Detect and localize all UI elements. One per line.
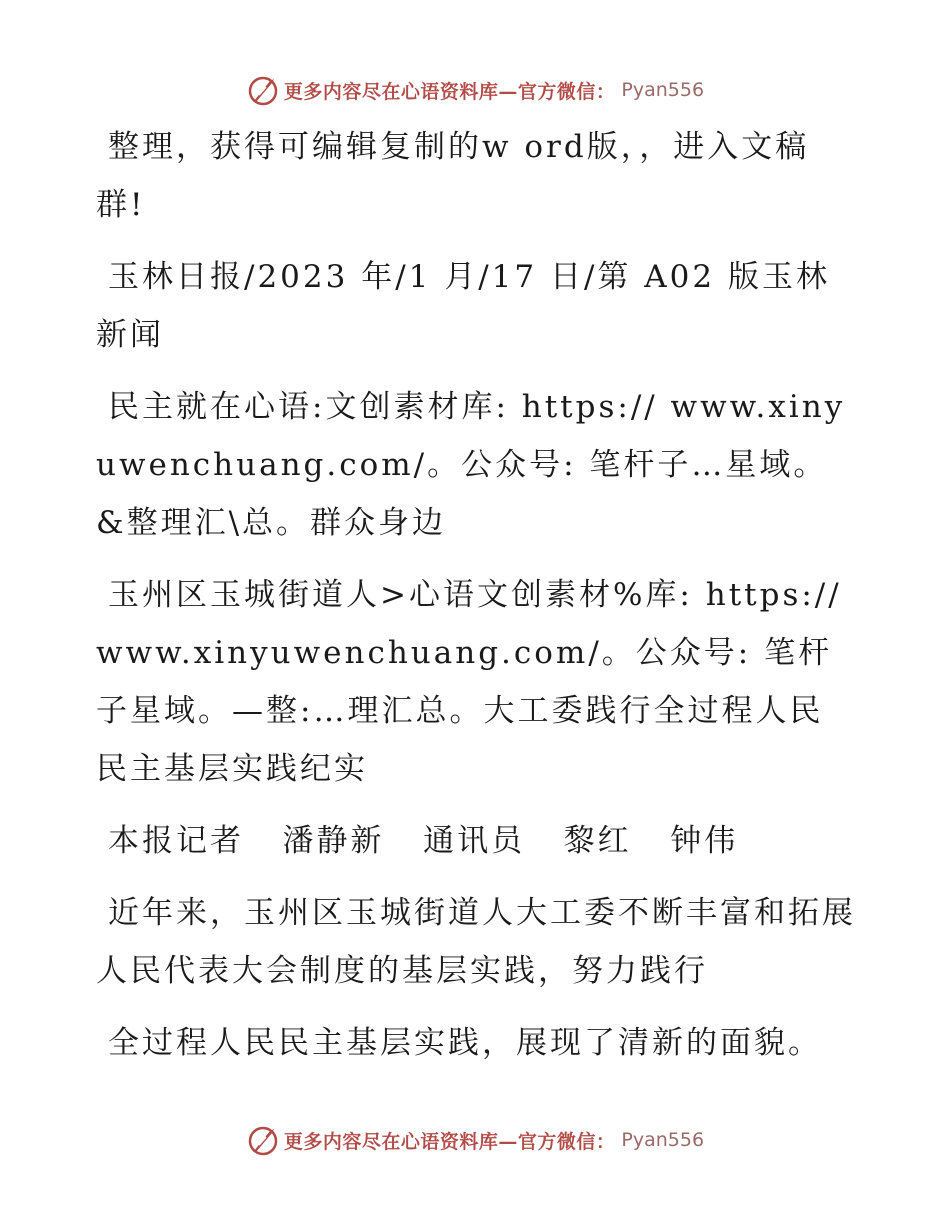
paragraph-body-1: 近年来，玉州区玉城街道人大工委不断丰富和拓展人民代表大会制度的基层实践，努力践行 xyxy=(96,895,856,989)
footer-banner-contact: Pyan556 xyxy=(621,1129,705,1151)
paragraph-heading-2: 玉州区玉城街道人>心语文创素材%库: https:// www.xinyuwenchuang.com/。公众号: 笔杆子星域。—整:…理汇总。大工委践行全过程人民民主基层实践纪实 xyxy=(96,577,855,787)
header-banner-text: 更多内容尽在心语资料库—官方微信： xyxy=(283,80,616,103)
footer-watermark-banner xyxy=(0,1120,950,1160)
paragraph-intro: 整理，获得可编辑复制的w ord版，，进入文稿群! xyxy=(96,129,810,223)
quill-pen-logo-icon xyxy=(246,73,280,107)
header-watermark-banner xyxy=(0,70,950,110)
paragraph-source: 玉林日报/2023 年/1 月/17 日/第 A02 版玉林新闻 xyxy=(96,259,830,353)
paragraph-heading-1: 民主就在心语:文创素材库: https:// www.xinyuwenchuang.com/。公众号: 笔杆子…星域。&整理汇\总。群众身边 xyxy=(96,389,846,541)
document-body xyxy=(96,118,856,1086)
header-banner-inner xyxy=(246,73,704,107)
paragraph-byline: 本报记者 潘静新 通讯员 黎红 钟伟 xyxy=(108,823,739,859)
footer-banner-text: 更多内容尽在心语资料库—官方微信： xyxy=(283,1130,616,1153)
header-banner-contact: Pyan556 xyxy=(621,79,705,101)
footer-banner-inner xyxy=(246,1123,704,1157)
paragraph-body-2: 全过程人民民主基层实践，展现了清新的面貌。 xyxy=(108,1025,822,1061)
quill-pen-logo-icon xyxy=(246,1123,280,1157)
